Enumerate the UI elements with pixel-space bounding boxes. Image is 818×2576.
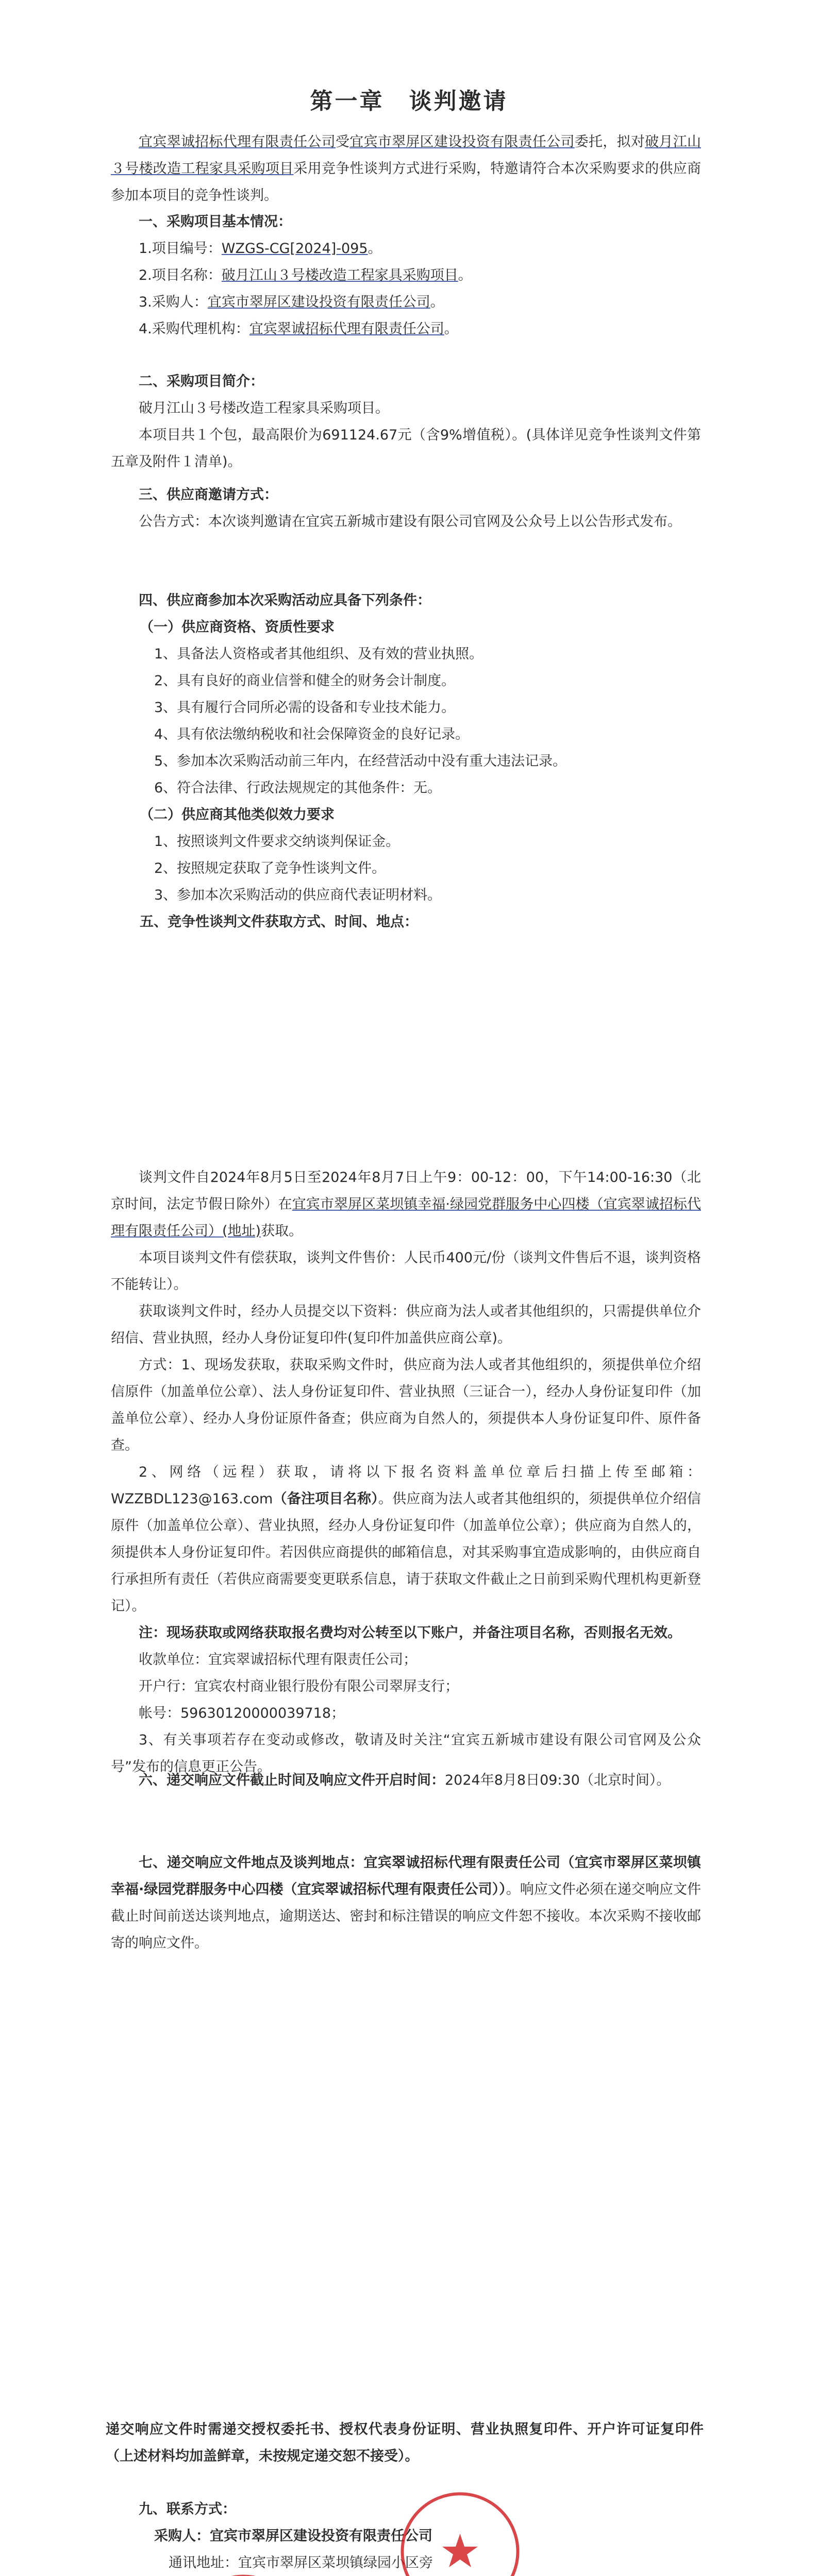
- section-3-heading: 三、供应商邀请方式：: [139, 487, 278, 503]
- label: 帐号：: [139, 1705, 180, 1721]
- section-7-heading: 七、递交响应文件地点及谈判地点：: [139, 1855, 364, 1871]
- qualification-item: 4、具有依法缴纳税收和社会保障资金的良好记录。: [154, 726, 470, 742]
- section-5-heading: 五、竞争性谈判文件获取方式、时间、地点：: [140, 914, 418, 930]
- bank-row: [111, 1673, 701, 1700]
- agency-name: 宜宾翠诚招标代理有限责任公司: [249, 321, 444, 337]
- qualification-item: 1、具备法人资格或者其他组织、及有效的营业执照。: [154, 646, 483, 662]
- punct: 。: [444, 321, 458, 337]
- other-requirement-item: 3、参加本次采购活动的供应商代表证明材料。: [154, 887, 442, 903]
- project-summary: 破月江山３号楼改造工程家具采购项目。: [139, 400, 389, 416]
- onsite-method: 方式：1、现场发获取，获取采购文件时，供应商为法人或者其他组织的，须提供单位介绍信原件（加盖单位公章）、法人身份证复印件、营业执照（三证合一），经办人身份证复印件（加盖单位公章）、经办人身份证原件备查；供应商为自然人的，须提供本人身份证复印件、原件备查。: [111, 1357, 701, 1453]
- label: 2.项目名称：: [139, 267, 222, 283]
- agency-row: [111, 316, 701, 343]
- required-materials: 获取谈判文件时，经办人员提交以下资料：供应商为法人或者其他组织的，只需提供单位介绍信、营业执照，经办人身份证复印件(复印件加盖供应商公章)。: [111, 1303, 701, 1346]
- section-6-heading: 六、递交响应文件截止时间及响应文件开启时间：: [139, 1772, 445, 1788]
- purchaser-seal: [180, 2571, 307, 2576]
- agency-seal: [397, 2488, 523, 2576]
- payee-row: [111, 1647, 701, 1673]
- intro-text: 委托，拟对: [574, 134, 645, 150]
- chapter-title: 第一章 谈判邀请: [310, 88, 508, 114]
- qualification-subheading: （一）供应商资格、资质性要求: [140, 619, 335, 635]
- document-price: 本项目谈判文件有偿获取，谈判文件售价：人民币400元/份（谈判文件售后不退，谈判资格不能转让）。: [111, 1250, 701, 1293]
- seal-graphic: [180, 2571, 307, 2576]
- section-9-heading: 九、联系方式：: [139, 2501, 236, 2517]
- intro-paragraph: [111, 129, 701, 209]
- seal-graphic: [397, 2488, 523, 2576]
- account-row: [111, 1700, 701, 1727]
- section-2-heading: 二、采购项目简介：: [139, 374, 264, 389]
- text: （北京时间）。: [579, 1772, 671, 1788]
- label: 收款单位：: [139, 1652, 208, 1668]
- purchaser-row: [111, 289, 701, 316]
- label: 开户行：: [139, 1679, 194, 1694]
- invitation-method: 公告方式：本次谈判邀请在宜宾五新城市建设有限公司官网及公众号上以公告形式发布。: [139, 514, 681, 530]
- section-5: [111, 1164, 701, 1781]
- label: 通讯地址：: [169, 2555, 238, 2571]
- budget-paragraph: 本项目共１个包，最高限价为691124.67元（含9%增值税）。(具体详见竞争性谈判文件第五章及附件１清单)。: [111, 427, 701, 470]
- punct: 。: [458, 267, 472, 283]
- label: 4.采购代理机构：: [139, 321, 249, 337]
- submission-requirements: [106, 2416, 704, 2470]
- qualification-item: 5、参加本次采购活动前三年内，在经营活动中没有重大违法记录。: [154, 753, 567, 769]
- change-notice: 3、有关事项若存在变动或修改，敬请及时关注“宜宾五新城市建设有限公司官网及公众号”发布的信息更正公告。: [111, 1732, 701, 1775]
- deadline-row: [111, 1767, 701, 1794]
- qualification-item: 6、符合法律、行政法规规定的其他条件：无。: [154, 780, 442, 796]
- location-paragraph: [111, 1850, 701, 1957]
- text: 获取。: [261, 1223, 303, 1239]
- online-method: [111, 1459, 701, 1620]
- text: 谈判文件自2024年8月5日至2024年8月7日上午9：00-12：00，下午14:00-16:30（北京时间，法定节假日除外）在: [111, 1170, 701, 1212]
- purchaser-name: 宜宾市翠屏区建设投资有限责任公司: [210, 2528, 432, 2544]
- qualification-item: 3、具有履行合同所必需的设备和专业技术能力。: [154, 700, 456, 716]
- intro-text: 采用竞争性谈判方式进行采购，特邀请符合本次采购要求的供应商参加本项目的竞争性谈判。: [111, 161, 702, 204]
- section-6: [111, 1767, 701, 1794]
- purchaser-name: 宜宾市翠屏区建设投资有限责任公司: [207, 294, 430, 310]
- intro-block: [111, 129, 701, 209]
- section-3: [111, 482, 701, 535]
- intro-project: 破月江山３号楼改造工程家具采购项目: [111, 134, 702, 177]
- acquisition-address: 宜宾市翠屏区菜坝镇幸福·绿园党群服务中心四楼（宜宾翠诚招标代理有限责任公司）(地址): [111, 1196, 701, 1239]
- payee: 宜宾翠诚招标代理有限责任公司；: [208, 1652, 417, 1668]
- project-number: WZGS-CG[2024]-095: [221, 241, 368, 257]
- other-requirement-item: 1、按照谈判文件要求交纳谈判保证金。: [154, 834, 400, 850]
- label: 1.项目编号：: [139, 241, 222, 257]
- acquisition-time: [111, 1164, 701, 1245]
- text: 。供应商为法人或者其他组织的，须提供单位介绍信原件（加盖单位公章）、营业执照，经办人身份证复印件（加盖单位公章）；供应商为自然人的，须提供本人身份证复印件。若因供应商提供的邮箱信息，对其采购事宜造成影响的，由供应商自行承担所有责任（若供应商需要变更联系信息，请于获取文件截止之日前到采购代理机构更新登记）。: [111, 1491, 702, 1614]
- deadline: 2024年8月8日09:30: [445, 1772, 580, 1788]
- seal-star-icon: [442, 2534, 478, 2567]
- intro-text: 受: [335, 134, 350, 150]
- other-requirement-item: 2、按照规定获取了竞争性谈判文件。: [154, 860, 386, 876]
- section-2: [111, 368, 701, 476]
- qualification-item: 2、具有良好的商业信誉和健全的财务会计制度。: [154, 673, 456, 689]
- project-number-row: [111, 235, 701, 262]
- punct: 。: [368, 241, 382, 257]
- section-4-heading: 四、供应商参加本次采购活动应具备下列条件：: [139, 592, 431, 608]
- project-name-row: [111, 262, 701, 289]
- intro-purchaser: 宜宾市翠屏区建设投资有限责任公司: [349, 134, 575, 150]
- punct: 。: [430, 294, 444, 310]
- other-requirements-subheading: （二）供应商其他类似效力要求: [140, 807, 335, 823]
- section-4: [111, 587, 701, 936]
- label: 采购人：: [154, 2528, 210, 2544]
- note: （备注项目名称）: [273, 1491, 378, 1507]
- intro-agency: 宜宾翠诚招标代理有限责任公司: [139, 134, 336, 150]
- section-1: [111, 209, 701, 343]
- email-address: 2、网络（远程）获取，请将以下报名资料盖单位章后扫描上传至邮箱：WZZBDL123@163.com: [111, 1464, 701, 1507]
- project-name: 破月江山３号楼改造工程家具采购项目: [221, 267, 458, 283]
- section-7: [111, 1850, 701, 1957]
- section-1-heading: 一、采购项目基本情况：: [139, 214, 292, 230]
- label: 3.采购人：: [139, 294, 208, 310]
- text: 。响应文件必须在递交响应文件截止时间前送达谈判地点，逾期送达、密封和标注错误的响应文件恕不接收。本次采购不接收邮寄的响应文件。: [111, 1882, 702, 1951]
- submission-location: 宜宾翠诚招标代理有限责任公司（宜宾市翠屏区菜坝镇幸福·绿园党群服务中心四楼（宜宾翠诚招标代理有限责任公司））: [111, 1855, 702, 1897]
- account-number: 59630120000039718；: [180, 1705, 345, 1721]
- bank: 宜宾农村商业银行股份有限公司翠屏支行；: [194, 1679, 459, 1694]
- payment-notice: 注：现场获取或网络获取报名费均对公转至以下账户，并备注项目名称，否则报名无效。: [139, 1625, 681, 1641]
- purchaser-address: 宜宾市翠屏区菜坝镇绿园小区旁: [238, 2555, 433, 2571]
- submission-materials: 递交响应文件时需递交授权委托书、授权代表身份证明、营业执照复印件、开户许可证复印件（上述材料均加盖鲜章，未按规定递交恕不接受）。: [106, 2421, 704, 2464]
